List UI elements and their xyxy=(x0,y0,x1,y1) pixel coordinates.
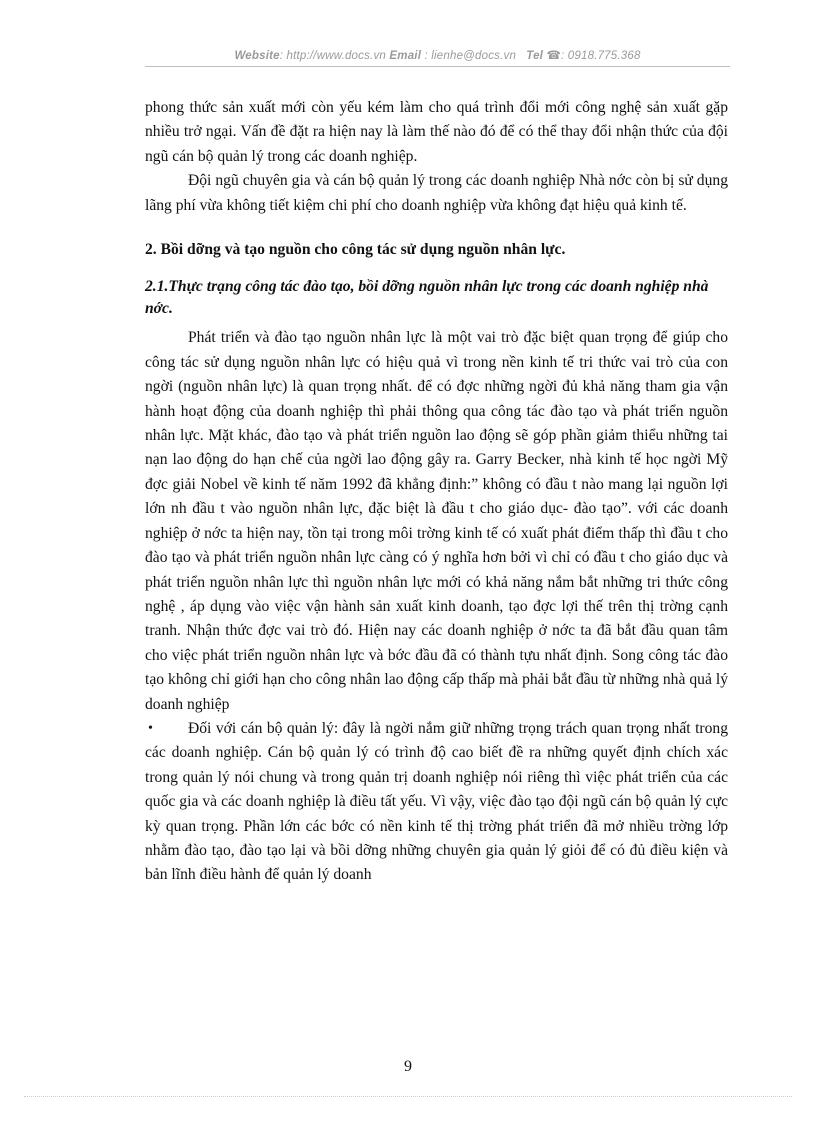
page-number: 9 xyxy=(404,1058,412,1075)
email-address: : lienhe@docs.vn xyxy=(421,50,517,62)
section-heading-2: 2. Bồi dỡng và tạo nguồn cho công tác sử dụng nguồn nhân lực. xyxy=(145,241,566,259)
tel-number: : 0918.775.368 xyxy=(561,50,641,62)
document-body xyxy=(145,96,728,888)
website-url: : http://www.docs.vn xyxy=(279,50,386,62)
email-label: Email xyxy=(389,50,422,62)
footer-divider xyxy=(24,1096,792,1097)
header-divider xyxy=(145,66,730,67)
website-label: Website xyxy=(234,50,280,62)
paragraph-4: Đối với cán bộ quản lý: đây là ngời nắm giữ những trọng trách quan trọng nhất trong các doanh nghiệp. Cán bộ quản lý có trình độ cao biết đề ra những quyết định chích xác trong quản lý nói chung và trong quản trị doanh nghiệp nói riêng thì việc phát triển của các quốc gia và các doanh nghiệp là điều tất yếu. Vì vậy, việc đào tạo đội ngũ cán bộ quản lý cực kỳ quan trọng. Phần lớn các bớc có nền kinh tế thị trờng phát triển đã mở nhiều trờng lớp nhằm đào tạo, đào tạo lại và bồi dỡng những chuyên gia quản lý giỏi để có đủ điều kiện và bản lĩnh điều hành để quản lý doanh xyxy=(145,719,728,884)
paragraph-2: Đội ngũ chuyên gia và cán bộ quản lý trong các doanh nghiệp Nhà nớc còn bị sử dụng lãng phí vừa không tiết kiệm chi phí cho doanh nghiệp vừa không đạt hiệu quả kinh tế. xyxy=(145,172,728,214)
page-header xyxy=(145,48,730,62)
subsection-heading-2-1: 2.1.Thực trạng công tác đào tạo, bồi dỡng nguồn nhân lực trong các doanh nghiệp nhà nớc. xyxy=(145,278,709,318)
paragraph-3: Phát triển và đào tạo nguồn nhân lực là một vai trò đặc biệt quan trọng để giúp cho công tác sử dụng nguồn nhân lực có hiệu quả vì trong nền kinh tế tri thức vai trò của con ngời (nguồn nhân lực) là quan trọng nhất. để có đợc những ngời đủ khả năng tham gia vận hành hoạt động của doanh nghiệp thì phải thông qua công tác đào tạo và phát triển nguồn nhân lực. Mặt khác, đào tạo và phát triển nguồn lao động sẽ góp phần giảm thiểu những tai nạn lao động do hạn chế của ngời lao động gây ra. Garry Becker, nhà kinh tế học ngời Mỹ đợc giải Nobel về kinh tế năm 1992 đã khẳng định:” không có đầu t nào mang lại nguồn lợi lớn nh đầu t vào nguồn nhân lực, đặc biệt là đầu t cho giáo dục- đào tạo”. với các doanh nghiệp ở nớc ta hiện nay, tồn tại trong môi trờng kinh tế có xuất phát điểm thấp thì đầu t cho đào tạo và phát triển nguồn nhân lực càng có ý nghĩa hơn bởi vì chỉ có đầu t cho giáo dục và phát triển nguồn nhân lực thì nguồn nhân lực mới có khả năng nắm bắt những tri thức công nghệ , áp dụng vào việc vận hành sản xuất kinh doanh, tạo đợc lợi thế trên thị trờng cạnh tranh. Nhận thức đợc vai trò đó. Hiện nay các doanh nghiệp ở nớc ta đã bắt đầu quan tâm cho việc phát triển nguồn nhân lực và bớc đầu đã có thành tựu nhất định. Song công tác đào tạo không chỉ giới hạn cho công nhân lao động cấp thấp mà phải bắt đầu từ những nhà quả lý doanh nghiệp xyxy=(145,329,728,713)
phone-icon: ☎ xyxy=(546,50,562,62)
paragraph-1: phong thức sản xuất mới còn yếu kém làm cho quá trình đổi mới công nghệ sản xuất gặp nhiều trở ngại. Vấn đề đặt ra hiện nay là làm thế nào đó để có thể thay đổi nhận thức của đội ngũ cán bộ quản lý trong các doanh nghiệp. xyxy=(145,99,728,165)
tel-label: Tel xyxy=(526,50,544,62)
bullet-item xyxy=(145,717,728,888)
bullet-icon: • xyxy=(148,720,153,736)
